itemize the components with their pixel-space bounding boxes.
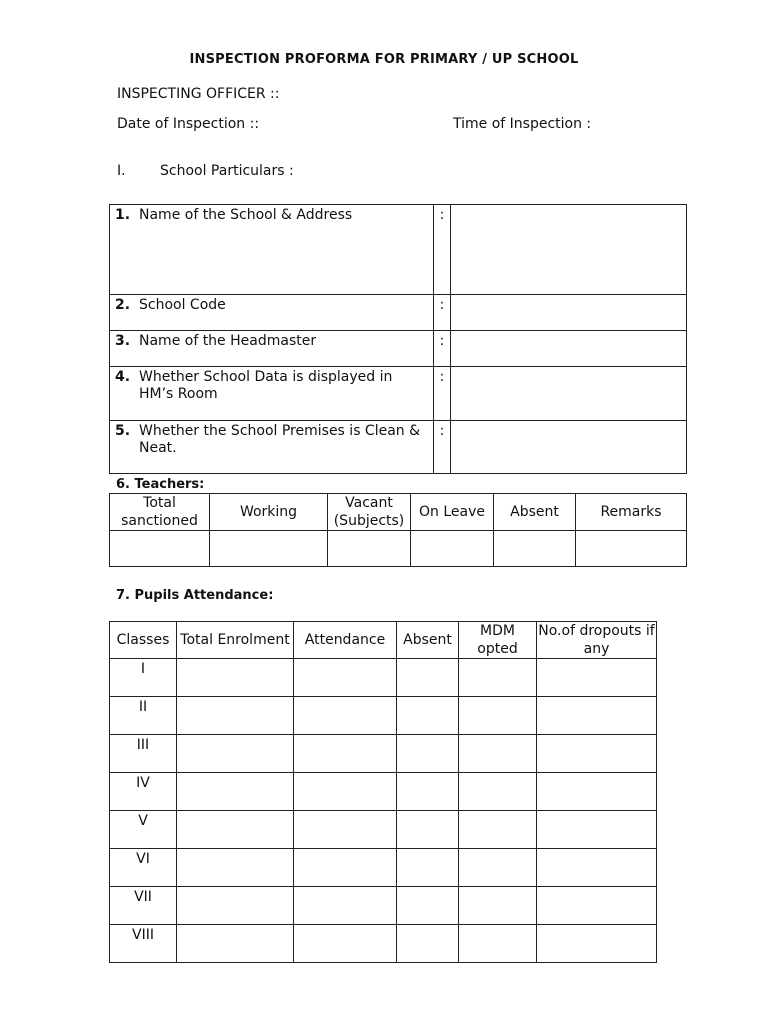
row-colon: :	[434, 421, 451, 474]
dropouts-cell[interactable]	[537, 659, 657, 697]
school-name-address-field[interactable]	[451, 205, 687, 295]
enrolment-cell[interactable]	[177, 811, 294, 849]
dropouts-cell[interactable]	[537, 811, 657, 849]
row-number: 5.	[110, 421, 140, 474]
premises-clean-field[interactable]	[451, 421, 687, 474]
vacant-cell[interactable]	[328, 531, 411, 567]
table-row	[110, 295, 687, 331]
table-header-row	[110, 622, 657, 659]
absent-cell[interactable]	[494, 531, 576, 567]
table-row	[110, 531, 687, 567]
attendance-cell[interactable]	[294, 925, 397, 963]
column-header: Classes	[110, 622, 177, 659]
column-header: Total sanctioned	[110, 494, 210, 531]
attendance-cell[interactable]	[294, 697, 397, 735]
school-code-field[interactable]	[451, 295, 687, 331]
column-header: On Leave	[411, 494, 494, 531]
teachers-heading: 6. Teachers:	[116, 477, 205, 492]
mdm-opted-cell[interactable]	[459, 773, 537, 811]
mdm-opted-cell[interactable]	[459, 925, 537, 963]
table-row	[110, 421, 687, 474]
class-label: VI	[110, 849, 177, 887]
school-particulars-table	[109, 204, 687, 474]
table-row	[110, 205, 687, 295]
mdm-opted-cell[interactable]	[459, 735, 537, 773]
column-header: Absent	[494, 494, 576, 531]
column-header: Total Enrolment	[177, 622, 294, 659]
page-title: INSPECTION PROFORMA FOR PRIMARY / UP SCHOOL	[189, 52, 579, 67]
row-number: 1.	[110, 205, 140, 295]
enrolment-cell[interactable]	[177, 925, 294, 963]
table-header-row	[110, 494, 687, 531]
class-label: V	[110, 811, 177, 849]
table-row	[110, 367, 687, 421]
enrolment-cell[interactable]	[177, 659, 294, 697]
pupils-attendance-heading: 7. Pupils Attendance:	[116, 588, 274, 603]
table-row	[110, 331, 687, 367]
absent-cell[interactable]	[397, 735, 459, 773]
enrolment-cell[interactable]	[177, 887, 294, 925]
row-label: Whether the School Premises is Clean & Neat.	[139, 421, 434, 474]
headmaster-name-field[interactable]	[451, 331, 687, 367]
column-header: Absent	[397, 622, 459, 659]
mdm-opted-cell[interactable]	[459, 659, 537, 697]
row-colon: :	[434, 295, 451, 331]
row-number: 3.	[110, 331, 140, 367]
column-header: Attendance	[294, 622, 397, 659]
table-row	[110, 735, 657, 773]
pupils-attendance-table	[109, 621, 657, 963]
dropouts-cell[interactable]	[537, 849, 657, 887]
dropouts-cell[interactable]	[537, 887, 657, 925]
total-sanctioned-cell[interactable]	[110, 531, 210, 567]
class-label: III	[110, 735, 177, 773]
time-of-inspection-label: Time of Inspection :	[453, 116, 592, 132]
dropouts-cell[interactable]	[537, 925, 657, 963]
school-data-displayed-field[interactable]	[451, 367, 687, 421]
class-label: VII	[110, 887, 177, 925]
mdm-opted-cell[interactable]	[459, 811, 537, 849]
table-row	[110, 849, 657, 887]
enrolment-cell[interactable]	[177, 697, 294, 735]
remarks-cell[interactable]	[576, 531, 687, 567]
class-label: II	[110, 697, 177, 735]
row-number: 2.	[110, 295, 140, 331]
mdm-opted-cell[interactable]	[459, 849, 537, 887]
absent-cell[interactable]	[397, 659, 459, 697]
table-row	[110, 697, 657, 735]
row-label: Name of the Headmaster	[139, 331, 434, 367]
absent-cell[interactable]	[397, 811, 459, 849]
table-row	[110, 659, 657, 697]
teachers-table	[109, 493, 687, 567]
table-row	[110, 773, 657, 811]
absent-cell[interactable]	[397, 925, 459, 963]
row-colon: :	[434, 367, 451, 421]
column-header: Vacant (Subjects)	[328, 494, 411, 531]
class-label: I	[110, 659, 177, 697]
inspecting-officer-label: INSPECTING OFFICER ::	[117, 86, 280, 102]
on-leave-cell[interactable]	[411, 531, 494, 567]
date-of-inspection-label: Date of Inspection ::	[117, 116, 260, 132]
row-label: School Code	[139, 295, 434, 331]
row-colon: :	[434, 331, 451, 367]
column-header: No.of dropouts if any	[538, 623, 655, 657]
mdm-opted-cell[interactable]	[459, 887, 537, 925]
row-label: Name of the School & Address	[139, 205, 434, 295]
enrolment-cell[interactable]	[177, 773, 294, 811]
absent-cell[interactable]	[397, 773, 459, 811]
row-label: Whether School Data is displayed in HM’s Room	[139, 367, 434, 421]
table-row	[110, 925, 657, 963]
row-colon: :	[434, 205, 451, 295]
class-label: IV	[110, 773, 177, 811]
absent-cell[interactable]	[397, 849, 459, 887]
mdm-opted-cell[interactable]	[459, 697, 537, 735]
column-header: Remarks	[576, 494, 687, 531]
column-header: MDM opted	[459, 622, 537, 659]
attendance-cell[interactable]	[294, 735, 397, 773]
working-cell[interactable]	[210, 531, 328, 567]
section-title: School Particulars :	[160, 163, 294, 179]
row-number: 4.	[110, 367, 140, 421]
attendance-cell[interactable]	[294, 773, 397, 811]
table-row	[110, 887, 657, 925]
dropouts-cell[interactable]	[537, 773, 657, 811]
column-header: Working	[210, 494, 328, 531]
dropouts-cell[interactable]	[537, 735, 657, 773]
table-row	[110, 811, 657, 849]
absent-cell[interactable]	[397, 697, 459, 735]
section-roman-numeral: I.	[117, 163, 126, 179]
absent-cell[interactable]	[397, 887, 459, 925]
enrolment-cell[interactable]	[177, 849, 294, 887]
attendance-cell[interactable]	[294, 659, 397, 697]
attendance-cell[interactable]	[294, 887, 397, 925]
attendance-cell[interactable]	[294, 811, 397, 849]
dropouts-cell[interactable]	[537, 697, 657, 735]
attendance-cell[interactable]	[294, 849, 397, 887]
class-label: VIII	[110, 925, 177, 963]
enrolment-cell[interactable]	[177, 735, 294, 773]
